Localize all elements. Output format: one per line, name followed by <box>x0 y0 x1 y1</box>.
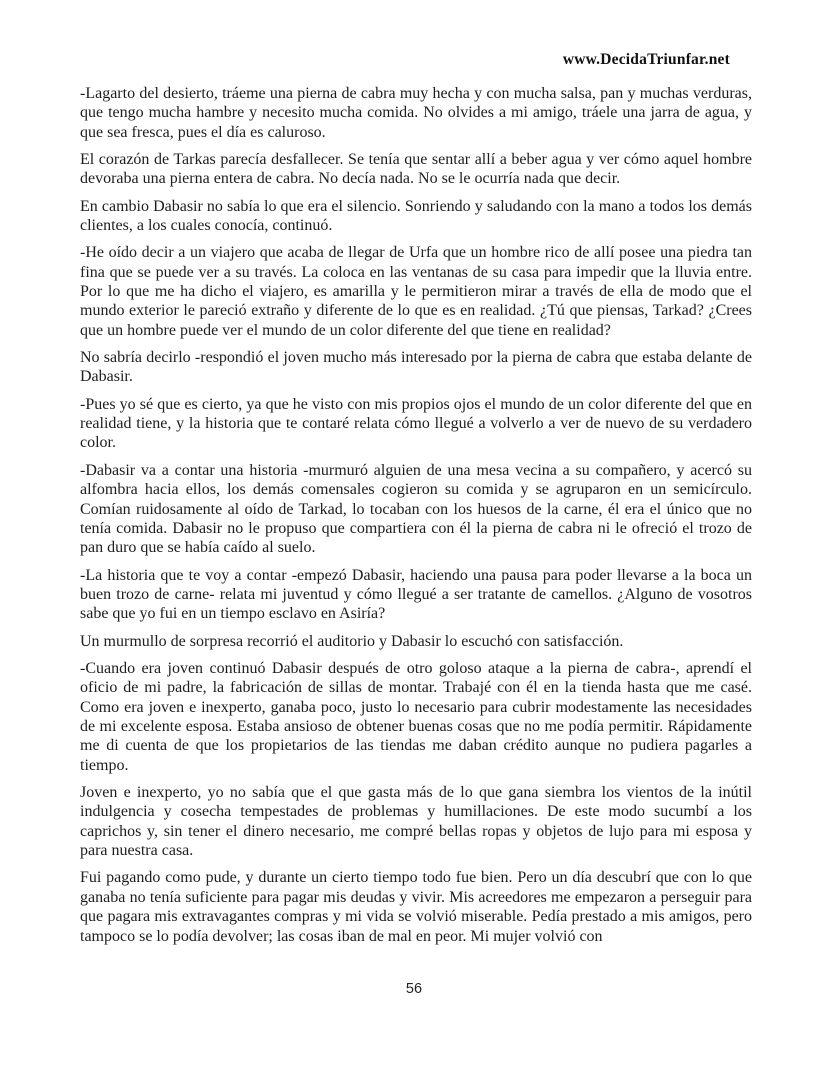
paragraph-7: -Dabasir va a contar una historia -murmuró alguien de una mesa vecina a su compañero, y acercó su alfombra hacia ellos, los demás comensales cogieron su comida y se agruparon en un semicírculo. Comían ruidosamente al oído de Tarkad, lo tocaban con los huesos de la carne, él era el único que no tenía comida. Dabasir no le propuso que compartiera con él la pierna de cabra ni le ofreció el trozo de pan duro que se había caído al suelo. <box>80 461 752 557</box>
paragraph-2: El corazón de Tarkas parecía desfallecer. Se tenía que sentar allí a beber agua y ver cómo aquel hombre devoraba una pierna entera de cabra. No decía nada. No se le ocurría nada que decir. <box>80 151 752 188</box>
document-body <box>80 84 752 954</box>
paragraph-11: Joven e inexperto, yo no sabía que el que gasta más de lo que gana siembra los vientos de la inútil indulgencia y cosecha tempestades de problemas y humillaciones. De este modo sucumbí a los caprichos y, sin tener el dinero necesario, me compré bellas ropas y objetos de lujo para mi esposa y para nuestra casa. <box>80 783 752 860</box>
paragraph-3: En cambio Dabasir no sabía lo que era el silencio. Sonriendo y saludando con la mano a todos los demás clientes, a los cuales conocía, continuó. <box>80 197 752 235</box>
paragraph-5: No sabría decirlo -respondió el joven mucho más interesado por la pierna de cabra que estaba delante de Dabasir. <box>80 349 752 386</box>
paragraph-9: Un murmullo de sorpresa recorrió el auditorio y Dabasir lo escuchó con satisfacción. <box>80 632 624 650</box>
paragraph-10: -Cuando era joven continuó Dabasir después de otro goloso ataque a la pierna de cabra-, aprendí el oficio de mi padre, la fabricación de sillas de montar. Trabajé con él en la tienda hasta que me casé. Como era joven e inexperto, ganaba poco, justo lo necesario para cubrir modestamente las necesidades de mi excelente esposa. Estaba ansioso de obtener buenas cosas que no me podía permitir. Rápidamente me di cuenta de que los propietarios de las tiendas me daban crédito aunque no pudiera pagarles a tiempo. <box>80 659 752 774</box>
paragraph-12: Fui pagando como pude, y durante un cierto tiempo todo fue bien. Pero un día descubrí que con lo que ganaba no tenía suficiente para pagar mis deudas y vivir. Mis acreedores me empezaron a perseguir para que pagara mis extravagantes compras y mi vida se volvió miserable. Pedía prestado a mis amigos, pero tampoco se lo podía devolver; las cosas iban de mal en peor. Mi mujer volvió con <box>80 869 752 945</box>
page-header <box>563 51 730 69</box>
header-site-url: www.DecidaTriunfar.net <box>562 51 730 68</box>
paragraph-6: -Pues yo sé que es cierto, ya que he visto con mis propios ojos el mundo de un color diferente del que en realidad tiene, y la historia que te contaré relata cómo llegué a volverlo a ver de nuevo de su verdadero color. <box>80 395 752 452</box>
paragraph-8: -La historia que te voy a contar -empezó Dabasir, haciendo una pausa para poder llevarse a la boca un buen trozo de carne- relata mi juventud y cómo llegué a ser tratante de camellos. ¿Alguno de vosotros sabe que yo fui en un tiempo esclavo en Asiría? <box>80 566 752 623</box>
paragraph-4: -He oído decir a un viajero que acaba de llegar de Urfa que un hombre rico de allí posee una piedra tan fina que se puede ver a su través. La coloca en las ventanas de su casa para impedir que la lluvia entre. Por lo que me ha dicho el viajero, es amarilla y le permitieron mirar a través de ella de modo que el mundo exterior le pareció extraño y diferente de lo que es en realidad. ¿Tú que piensas, Tarkad? ¿Crees que un hombre puede ver el mundo de un color diferente del que tiene en realidad? <box>80 244 752 339</box>
page-number: 56 <box>405 981 423 997</box>
paragraph-1: -Lagarto del desierto, tráeme una pierna de cabra muy hecha y con mucha salsa, pan y muchas verduras, que tengo mucha hambre y necesito mucha comida. No olvides a mi amigo, tráele una jarra de agua, y que sea fresca, pues el día es caluroso. <box>80 85 752 141</box>
